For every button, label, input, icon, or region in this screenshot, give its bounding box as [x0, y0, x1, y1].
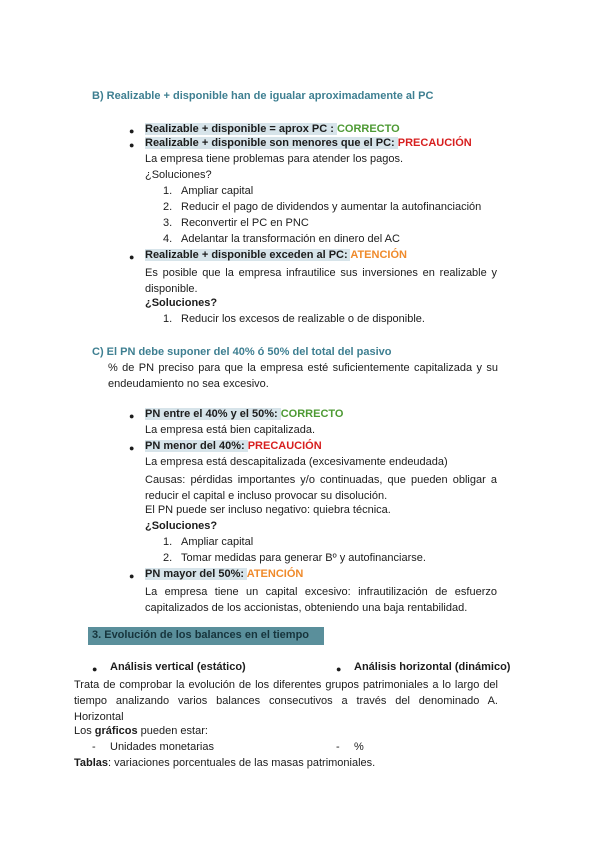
c-item-2-desc2: Causas: pérdidas importantes y/o continuadas, que pueden obligar a reducir el capital e incluso provocar su disolución. — [145, 474, 497, 502]
section-3-heading: 3. Evolución de los balances en el tiempo — [92, 629, 310, 641]
bullet-icon: ● — [92, 664, 98, 674]
c-item-3-desc: La empresa tiene un capital excesivo: infrautilización de esfuerzo capitalizados de los accionistas, obteniendo una baja rentabilidad. — [145, 586, 497, 614]
bullet-icon: ● — [129, 252, 135, 262]
graficos-line: Los gráficos pueden estar: — [74, 725, 208, 737]
c-item-2-desc3: El PN puede ser incluso negativo: quiebra técnica. — [145, 504, 391, 516]
c-item-2: PN menor del 40%: PRECAUCIÓN — [145, 440, 322, 452]
dash-item-right: % — [354, 741, 364, 753]
status-precaucion: PRECAUCIÓN — [247, 440, 322, 452]
section-3-heading-bar — [88, 627, 324, 645]
dash-icon: - — [336, 741, 340, 753]
analysis-vertical: Análisis vertical (estático) — [110, 661, 246, 673]
b-item-2-desc: La empresa tiene problemas para atender los pagos. — [145, 153, 404, 165]
b-item-2-question: ¿Soluciones? — [145, 169, 212, 181]
bullet-icon: ● — [336, 664, 342, 674]
c-item-3: PN mayor del 50%: ATENCIÓN — [145, 568, 304, 580]
b-item-3-desc: Es posible que la empresa infrautilice sus inversiones en realizable y disponible. — [145, 267, 497, 295]
list-item: 1. Reducir los excesos de realizable o de disponible. — [163, 313, 425, 325]
tablas-line: Tablas: variaciones porcentuales de las masas patrimoniales. — [74, 757, 376, 769]
b-item-1: Realizable + disponible = aprox PC : CORRECTO — [145, 123, 400, 135]
section-c-heading: C) El PN debe suponer del 40% ó 50% del total del pasivo — [92, 346, 392, 358]
bullet-icon: ● — [129, 571, 135, 581]
bullet-icon: ● — [129, 126, 135, 136]
section-b-heading: B) Realizable + disponible han de igualar aproximadamente al PC — [92, 90, 434, 102]
status-atencion: ATENCIÓN — [350, 249, 407, 261]
dash-icon: - — [92, 741, 96, 753]
section-c-intro: % de PN preciso para que la empresa esté suficientemente capitalizada y su endeudamiento no sea excesivo. — [108, 362, 498, 390]
list-item: 1. Ampliar capital — [163, 536, 254, 548]
bullet-icon: ● — [129, 140, 135, 150]
list-item: 1. Ampliar capital — [163, 185, 254, 197]
c-item-2-desc1: La empresa está descapitalizada (excesivamente endeudada) — [145, 456, 448, 468]
list-item: 2. Tomar medidas para generar Bº y autofinanciarse. — [163, 552, 426, 564]
b-item-3-question: ¿Soluciones? — [145, 297, 218, 309]
dash-item-left: Unidades monetarias — [110, 741, 214, 753]
analysis-horizontal: Análisis horizontal (dinámico) — [354, 661, 511, 673]
c-item-2-question: ¿Soluciones? — [145, 520, 218, 532]
list-item: 3. Reconvertir el PC en PNC — [163, 217, 309, 229]
status-correcto: CORRECTO — [336, 123, 400, 135]
b-item-3: Realizable + disponible exceden al PC: ATENCIÓN — [145, 249, 407, 261]
b-item-2: Realizable + disponible son menores que el PC: PRECAUCIÓN — [145, 137, 472, 149]
c-item-1: PN entre el 40% y el 50%: CORRECTO — [145, 408, 344, 420]
bullet-icon: ● — [129, 443, 135, 453]
c-item-1-desc: La empresa está bien capitalizada. — [145, 424, 315, 436]
status-atencion: ATENCIÓN — [246, 568, 304, 580]
section-3-paragraph: Trata de comprobar la evolución de los diferentes grupos patrimoniales a lo largo del tiempo analizando varios balances consecutivos a través del denominado A. Horizontal — [74, 679, 498, 723]
status-precaucion: PRECAUCIÓN — [397, 137, 472, 149]
list-item: 4. Adelantar la transformación en dinero del AC — [163, 233, 400, 245]
status-correcto: CORRECTO — [280, 408, 344, 420]
bullet-icon: ● — [129, 411, 135, 421]
list-item: 2. Reducir el pago de dividendos y aumentar la autofinanciación — [163, 201, 482, 213]
